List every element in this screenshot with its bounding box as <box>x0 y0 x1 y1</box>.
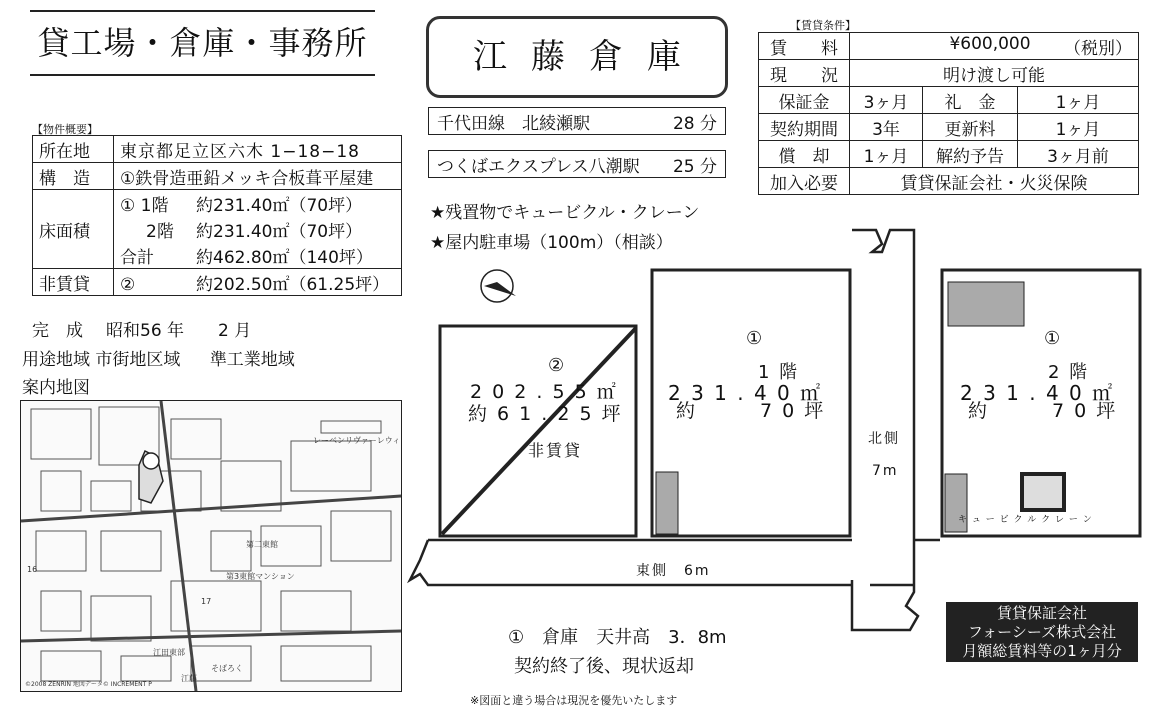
floor-row-name: 合計 <box>120 247 154 268</box>
completion-label: 完 成 <box>32 321 83 341</box>
map-number-16: 16 <box>27 565 38 574</box>
zoning-row <box>22 345 295 370</box>
cubicle-icon <box>1022 474 1064 510</box>
status-value: 明け渡し可能 <box>850 60 1139 87</box>
warehouse-name-box <box>426 16 728 98</box>
building-1-floor: 1 階 <box>758 362 800 383</box>
term-label: 契約期間 <box>759 114 850 141</box>
remark-2: ★屋内駐車場（100m）（相談） <box>430 233 673 253</box>
building-3-floor: 2 階 <box>1048 362 1090 383</box>
access-line-2-time: 25 分 <box>672 156 717 177</box>
guarantee-stamp <box>946 602 1138 662</box>
building-3-mark: ① <box>1044 328 1063 349</box>
location-value: 東京都足立区六木 1−18−18 <box>114 136 402 163</box>
crane-label: キ ュ ー ビ ク ル ク レ ー ン <box>958 515 1093 525</box>
page-title: 貸工場・倉庫・事務所 <box>30 10 375 76</box>
map-label-6: 江藤 <box>181 674 197 683</box>
amortization-label: 償 却 <box>759 141 850 168</box>
property-overview-table <box>32 135 402 296</box>
nonrent-mark: ② <box>120 274 136 295</box>
keymoney-label: 礼 金 <box>923 87 1018 114</box>
deposit-label: 保証金 <box>759 87 850 114</box>
access-line-1-time: 28 分 <box>672 113 717 134</box>
structure-label: 構 造 <box>33 163 114 190</box>
building-2-note: 非賃貸 <box>528 441 583 460</box>
access-line-2 <box>428 150 726 178</box>
warehouse-name-char: 江 <box>473 37 507 77</box>
required-value: 賃貸保証会社・火災保険 <box>850 168 1139 195</box>
building-2-area: 2 0 2 . 5 5 ㎡ <box>470 381 618 403</box>
nonrent-label: 非賃貸 <box>33 269 114 296</box>
floor-area-row <box>114 242 402 269</box>
north-road-label: 北側 <box>868 431 900 447</box>
map-label-1: レーベンリヴァーレウィ <box>313 436 401 445</box>
rent-label: 賃 料 <box>759 33 850 60</box>
map-label-2: 第二東館 <box>246 540 278 549</box>
overview-label: 【物件概要】 <box>32 123 98 136</box>
completion-value: 昭和56 年 2 月 <box>106 321 252 341</box>
nonrent-row <box>114 269 402 296</box>
map-number-17: 17 <box>201 597 212 606</box>
warehouse-name-char: 倉 <box>589 37 623 77</box>
rental-conditions-table <box>758 32 1139 195</box>
completion-row <box>32 316 251 341</box>
renewal-label: 更新料 <box>923 114 1018 141</box>
building-1-area: 2 3 1 . 4 0 ㎡ <box>668 381 823 405</box>
building-2-tsubo: 約 6 1 . 2 5 坪 <box>468 403 623 425</box>
map-label-5: そばろく <box>211 664 243 673</box>
rent-value: ¥600,000 <box>949 33 1031 54</box>
building-3-room <box>948 282 1024 326</box>
map-label: 案内地図 <box>22 378 90 398</box>
east-road-label: 東側 6m <box>636 563 711 579</box>
floor-area-label: 床面積 <box>33 190 114 269</box>
zoning-value-1: 市街地区域 <box>95 350 181 370</box>
status-label: 現 況 <box>759 60 850 87</box>
map-label-3: 第3東館マンション <box>226 572 295 581</box>
access-line-1-label: 千代田線 北綾瀬駅 <box>437 113 590 134</box>
building-2-mark: ② <box>548 355 567 376</box>
north-road-width: 7m <box>872 463 899 479</box>
required-label: 加入必要 <box>759 168 850 195</box>
guarantee-line-3: 月額総賃料等の1ヶ月分 <box>962 642 1122 660</box>
amortization-value: 1ヶ月 <box>850 141 923 168</box>
rent-tax: （税別） <box>1064 38 1132 59</box>
building-1-mark: ① <box>746 328 765 349</box>
access-line-2-label: つくばエクスプレス八潮駅 <box>437 156 640 177</box>
renewal-value: 1ヶ月 <box>1018 114 1139 141</box>
nonrent-value: 約202.50㎡（61.25坪） <box>196 274 390 295</box>
floor-row-value: 約462.80㎡（140坪） <box>196 247 373 268</box>
notice-label: 解約予告 <box>923 141 1018 168</box>
warehouse-name-char: 庫 <box>647 37 681 77</box>
keymoney-value: 1ヶ月 <box>1018 87 1139 114</box>
access-line-1 <box>428 107 726 135</box>
notice-value: 3ヶ月前 <box>1018 141 1139 168</box>
guide-map[interactable] <box>20 400 402 692</box>
floor-row-name: ① 1階 <box>120 195 169 216</box>
map-copyright: ©2008 ZENRIN 地図データ© INCREMENT P <box>25 681 152 688</box>
building-1-stairs <box>656 472 678 534</box>
location-label: 所在地 <box>33 136 114 163</box>
floor-row-name: 2階 <box>146 221 174 242</box>
deposit-value: 3ヶ月 <box>850 87 923 114</box>
floor-area-row <box>114 190 402 217</box>
compass-icon <box>481 270 516 302</box>
ceiling-note: ① 倉庫 天井高 3．8m <box>508 627 727 648</box>
building-3-area: 2 3 1 . 4 0 ㎡ <box>960 381 1115 405</box>
structure-value: ①鉄骨造亜鉛メッキ合板葺平屋建 <box>114 163 402 190</box>
building-2-diagonal <box>442 328 636 534</box>
remark-1: ★残置物でキュービクル・クレーン <box>430 203 700 223</box>
guarantee-line-2: フォーシーズ株式会社 <box>967 623 1117 641</box>
footer-note: ※図面と違う場合は現況を優先いたします <box>470 694 678 707</box>
building-1-tsubo: 約 7 0 坪 <box>676 400 826 422</box>
term-value: 3年 <box>850 114 923 141</box>
rent-cell <box>850 33 1139 60</box>
zoning-label: 用途地域 <box>22 350 90 370</box>
guarantee-line-1: 賃貸保証会社 <box>996 604 1087 622</box>
floor-row-value: 約231.40㎡（70坪） <box>196 195 363 216</box>
rental-conditions-label: 【賃貸条件】 <box>790 19 856 32</box>
restore-note: 契約終了後、現状返却 <box>514 656 694 677</box>
map-label-4: 江田東部 <box>153 648 185 657</box>
floor-area-row <box>114 216 402 242</box>
warehouse-name-char: 藤 <box>531 37 565 77</box>
building-3-tsubo: 約 7 0 坪 <box>968 400 1118 422</box>
floor-row-value: 約231.40㎡（70坪） <box>196 221 363 242</box>
zoning-value-2: 準工業地域 <box>209 350 295 370</box>
